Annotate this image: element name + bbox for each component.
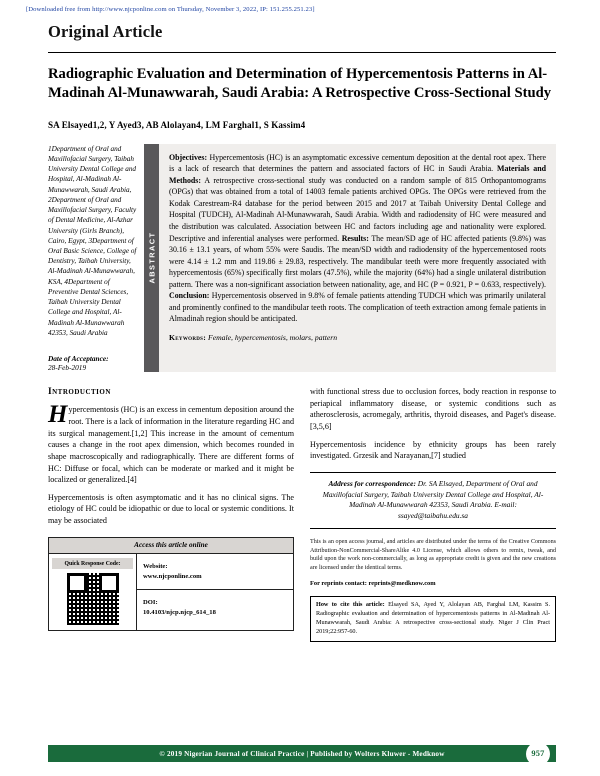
affiliation-column	[48, 144, 144, 372]
how-to-cite-text: Elsayed SA, Ayed Y, Alolayan AB, Farghal LM, Kassim S. Radiographic evaluation and determination of hypercementosis patterns in Al-Madinah Al-Munawwarah, Saudi Arabia: A retrospective cross-sectional study. Niger J Clin Pract 2019;22:957-60.	[316, 601, 551, 636]
acceptance-date-label: Date of Acceptance:	[48, 353, 109, 363]
doi-value[interactable]: 10.4103/njcp.njcp_614_18	[143, 608, 216, 616]
qr-code-cell	[49, 554, 137, 630]
page-footer	[48, 745, 556, 762]
footer-text: © 2019 Nigerian Journal of Clinical Practice | Published by Wolters Kluwer - Medknow	[159, 749, 445, 758]
abstract-conclusion-label: Conclusion:	[169, 291, 210, 301]
abstract-results-label: Results:	[341, 233, 369, 243]
intro-paragraph-1-text: ypercementosis (HC) is an excess in cementum deposition around the root. There is a lack of information in the literature regarding HC and its surgical management.[1,2] This increase in the amount of cementum causes a change in the root apex dimension, which becomes rounded in shape macroscopically and radiographically. There are different forms of HC: Diffuse or focal, which can be moderate or marked and it might be localized or generalized.[4]	[48, 405, 294, 485]
doi-label: DOI:	[143, 599, 158, 607]
doi-row[interactable]	[137, 590, 293, 625]
article-content	[48, 22, 556, 642]
access-links-cell	[137, 554, 293, 630]
affiliation-text: 1Department of Oral and Maxillofacial Surgery, Taibah University Dental College and Hospital, Al-Madinah Al-Munawwarah, Saudi Arabia, 2Department of Oral and Maxillofacial Surgery, Faculty of Dental Medicine, Al-Azhar University (Girls Branch), Cairo, Egypt, 3Department of Oral Basic Science, College of Dentistry, Taibah University, Al-Madinah Al-Munawwarah, KSA, 4Department of Preventive Dental Sciences, Taibah University Dental College and Hospital, Al-Madinah Al-Munawwarah 42353, Saudi Arabia	[48, 144, 137, 337]
right-column	[310, 386, 556, 642]
body-columns	[48, 386, 556, 642]
keywords-label: Keywords:	[169, 332, 207, 342]
page-number-badge: 957	[526, 742, 550, 766]
qr-code-label: Quick Response Code:	[52, 558, 133, 569]
qr-code-image[interactable]	[67, 573, 119, 625]
correspondence-text: Dr. SA Elsayed, Department of Oral and Maxillofacial Surgery, Taibah University Dental College and Hospital, Al-Madinah Al-Munawwarah 42353, Saudi Arabia. E-mail: ssayed@taibahu.edu.sa	[322, 478, 544, 521]
abstract-results-text: The mean/SD age of HC affected patients (9.8%) was 30.16 ± 13.1 years, of whom 55% were Saudis. The mean/SD width and radiodensity of the hypercementosed roots were 4.14 ± 1.2 mm and 119.86 ± 29.83, respectively. The mandibular teeth were more frequently associated with hypercementosis (65%) specifically first molars (47.5%), while the majority (64%) had a single unilateral distribution pattern. There was a non-significant association between nationality, age, and HC (P = 0.921, P = 0.633, respectively).	[169, 233, 546, 289]
correspondence-box	[310, 472, 556, 529]
abstract-body	[159, 144, 556, 372]
abstract-objectives-label: Objectives:	[169, 152, 208, 162]
how-to-cite-label: How to cite this article:	[316, 601, 385, 609]
acceptance-date	[48, 354, 144, 372]
abstract-conclusion-text: Hypercementosis observed in 9.8% of female patients attending TUDCH which was primarily unilateral and prominently confined to the mandibular teeth roots. The complication of teeth extraction among female patients in Almadinah region should be anticipated.	[169, 291, 546, 324]
abstract-methods-label: Materials and Methods:	[169, 164, 546, 185]
abstract-block	[48, 144, 556, 372]
license-text: This is an open access journal, and articles are distributed under the terms of the Creative Commons Attribution-NonCommercial-ShareAlike 4.0 License, which allows others to remix, tweak, and build upon the work non-commercially, as long as appropriate credit is given and the new creations are licensed under the identical terms.	[310, 538, 556, 572]
keywords-line	[169, 332, 546, 343]
drop-cap: H	[48, 401, 68, 429]
section-heading-introduction: Introduction	[48, 386, 111, 397]
abstract-methods-text: A retrospective cross-sectional study was conducted on a random sample of 815 Orthopantomograms (OPGs) that was obtained from a total of 14003 female patients archived OPGs. The OPGs were retrieved from the Kodak Carestream-R4 database for the period between 2015 and 2017 at Taibah University Dental College and Hospital (TUDCH), Al-Madinah Al-Munawwarah, Saudi Arabia. Width and radiodensity of HC were measured and the distribution was calculated. Association between HC and factors including age and nationality were explored. Descriptive and inferential analyses were performed.	[169, 175, 546, 243]
website-label: Website:	[143, 563, 168, 571]
abstract-objectives-text: Hypercementosis (HC) is an asymptomatic excessive cementum deposition at the dental root apex. There is a lack of research that determines the pattern and associated factors of HC in Saudi Arabia.	[169, 152, 546, 174]
intro-paragraph-3: with functional stress due to occlusion forces, body reaction in response to periapical inflammatory disease, or systemic conditions such as atherosclerosis, acromegaly, arthritis, thyroid diseases, and Paget's disease.[3,5,6]	[310, 386, 556, 431]
access-article-box	[48, 537, 294, 632]
reprints-contact[interactable]: For reprints contact: reprints@medknow.com	[310, 580, 436, 588]
abstract-side-tab-label: ABSTRACT	[147, 231, 156, 284]
intro-paragraph-2: Hypercementosis is often asymptomatic and it has no clinical signs. The etiology of HC could be idiopathic or due to local or systemic conditions. It may be associated	[48, 492, 294, 526]
intro-paragraph-4: Hypercementosis incidence by ethnicity groups has been rarely investigated. Grzesik and Narayanan,[7] studied	[310, 439, 556, 461]
keywords-value: Female, hypercementosis, molars, pattern	[208, 332, 338, 342]
access-article-body	[49, 554, 293, 630]
correspondence-title: Address for correspondence:	[328, 478, 416, 488]
header-divider	[48, 52, 556, 53]
left-column	[48, 386, 294, 642]
abstract-side-tab	[144, 144, 159, 372]
author-list: SA Elsayed1,2, Y Ayed3, AB Alolayan4, LM Farghal1, S Kassim4	[48, 119, 306, 130]
website-row[interactable]	[137, 554, 293, 590]
website-value[interactable]: www.njcponline.com	[143, 572, 202, 580]
acceptance-date-value: 28-Feb-2019	[48, 362, 87, 372]
article-type-heading: Original Article	[48, 22, 163, 41]
access-article-header: Access this article online	[49, 538, 293, 554]
page-title: Radiographic Evaluation and Determination of Hypercementosis Patterns in Al-Madinah Al-Munawwarah, Saudi Arabia: A Retrospective Cross-Sectional Study	[48, 66, 551, 102]
download-watermark: [Downloaded free from http://www.njcponline.com on Thursday, November 3, 2022, IP: 151.255.251.23]	[26, 6, 315, 13]
how-to-cite-box	[310, 596, 556, 642]
intro-paragraph-1	[48, 401, 294, 485]
